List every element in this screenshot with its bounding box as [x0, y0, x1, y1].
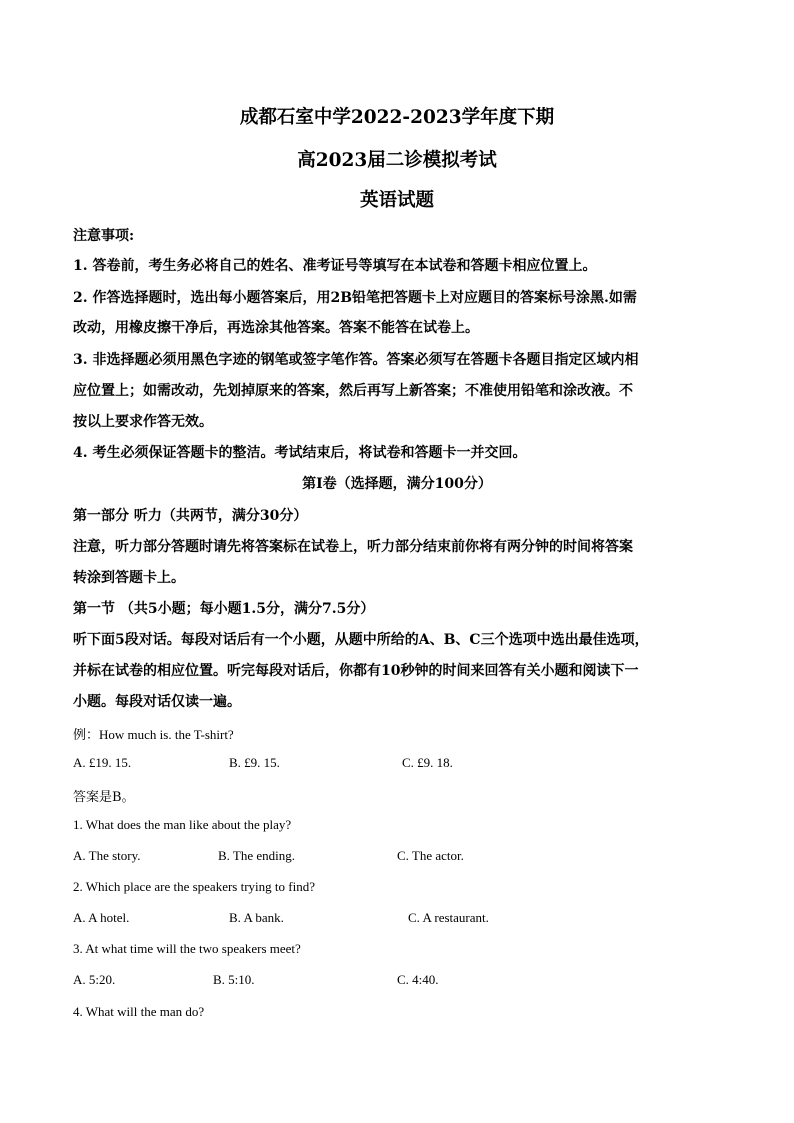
question-2-option-b: B. A bank. [229, 910, 284, 925]
question-2-option-a: A. A hotel. [73, 910, 130, 925]
part-1-heading: 第一部分 听力（共两节，满分30分） [73, 508, 308, 524]
exam-title-subject: 英语试题 [359, 190, 434, 211]
question-3-option-b: B. 5:10. [213, 972, 255, 987]
section-1-heading: 第一节 （共5小题；每小题1.5分，满分7.5分） [73, 601, 375, 617]
question-2-option-c: C. A restaurant. [408, 910, 489, 925]
question-3-option-a: A. 5:20. [73, 972, 116, 987]
note-3-line-3: 按以上要求作答无效。 [73, 414, 213, 430]
example-question [73, 724, 234, 743]
instruction-line-1: 听下面5段对话。每段对话后有一个小题，从题中所给的A、B、C三个选项中选出最佳选项， [73, 632, 649, 648]
example-option-a: A. £19. 15. [73, 755, 132, 770]
question-2: 2. Which place are the speakers trying to find? [73, 879, 315, 894]
question-1: 1. What does the man like about the play? [73, 817, 292, 832]
note-2-line-2: 改动，用橡皮擦干净后，再选涂其他答案。答案不能答在试卷上。 [73, 320, 479, 336]
note-4: 4. 考生必须保证答题卡的整洁。考试结束后，将试卷和答题卡一并交回。 [73, 445, 527, 461]
note-2-line-1: 2. 作答选择题时，选出每小题答案后，用2B铅笔把答题卡上对应题目的答案标号涂黑.如需 [73, 290, 637, 306]
example-answer: 答案是B。 [73, 790, 135, 805]
example-prefix: 例： [73, 728, 100, 743]
volume-heading: 第I卷（选择题，满分100分） [302, 476, 492, 492]
question-4: 4. What will the man do? [73, 1004, 205, 1019]
question-3: 3. At what time will the two speakers meet? [73, 941, 301, 956]
example-option-c: C. £9. 18. [402, 755, 453, 770]
exam-title-grade: 高2023届二诊模拟考试 [297, 150, 497, 171]
note-3-line-1: 3. 非选择题必须用黑色字迹的钢笔或签字笔作答。答案必须写在答题卡各题目指定区域内相 [73, 352, 639, 368]
notes-heading: 注意事项: [73, 228, 135, 244]
question-1-option-a: A. The story. [73, 848, 141, 863]
listening-notice-line-1: 注意，听力部分答题时请先将答案标在试卷上，听力部分结束前你将有两分钟的时间将答案 [73, 539, 633, 555]
example-option-b: B. £9. 15. [229, 755, 280, 770]
listening-notice-line-2: 转涂到答题卡上。 [73, 570, 185, 586]
exam-title-school: 成都石室中学2022-2023学年度下期 [239, 107, 555, 128]
instruction-line-2: 并标在试卷的相应位置。听完每段对话后，你都有10秒钟的时间来回答有关小题和阅读下一 [73, 663, 639, 679]
question-1-option-b: B. The ending. [218, 848, 296, 863]
example-question-text: How much is. the T-shirt? [99, 727, 234, 742]
question-1-option-c: C. The actor. [397, 848, 464, 863]
question-3-option-c: C. 4:40. [397, 972, 439, 987]
note-3-line-2: 应位置上；如需改动，先划掉原来的答案，然后再写上新答案；不准使用铅笔和涂改液。不 [73, 383, 633, 399]
note-1: 1. 答卷前，考生务必将自己的姓名、准考证号等填写在本试卷和答题卡相应位置上。 [73, 258, 597, 274]
instruction-line-3: 小题。每段对话仅读一遍。 [73, 694, 241, 710]
